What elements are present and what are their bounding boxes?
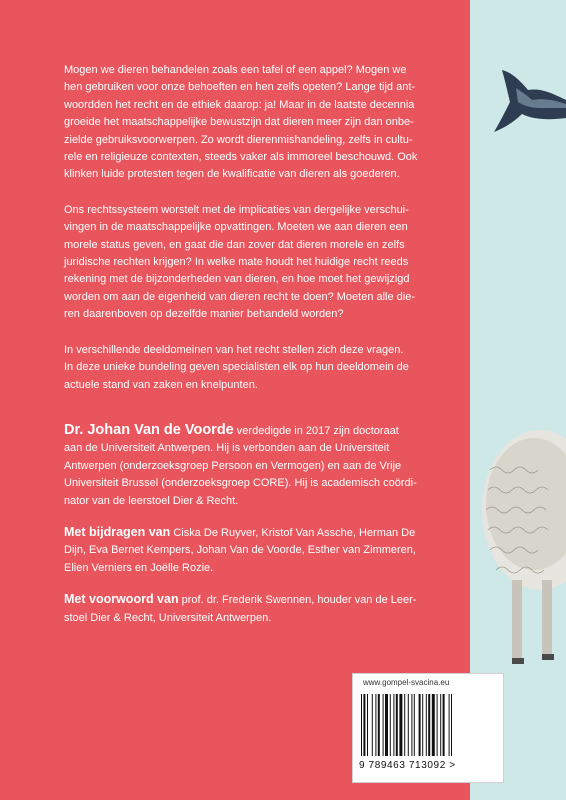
barcode-bar — [361, 694, 362, 756]
barcode-bar — [437, 694, 438, 756]
contributors-label: Met bijdragen van — [64, 524, 171, 539]
barcode-bar — [443, 694, 445, 756]
author-bio: Dr. Johan Van de Voorde verdedigde in 2017 zijn doctoraat aan de Universiteit Antwerpen. Hij is verbonden aan de Universiteit Antwerpen (onderzoeksgroep Persoon en Vermogen) en aan de Vrije Universiteit Brussel (onderzoeksgroep CORE). Hij is academisch coördi- nator van de leerstoel Dier & Recht. — [64, 421, 417, 507]
barcode-bar — [449, 694, 450, 756]
barcode-bar — [367, 694, 368, 756]
barcode-bar — [428, 694, 430, 756]
barcode-bar — [363, 694, 365, 756]
legal-system-paragraph: Ons rechtssysteem worstelt met de implicaties van dergelijke verschui- vingen in de maatschappelijke opvattingen. Moeten we aan dieren een morele status geven, en gaat die dan zover dat dieren morele en zelfs juridische rechten krijgen? In welke mate houdt het huidige recht reeds rekening met de bijzonderheden van dieren, en hoe moet het gewijzigd worden om aan de eigenheid van dieren recht te doen? Moeten alle die- ren daarenboven op dezelfde manier behandeld worden? — [64, 203, 416, 321]
barcode-bar — [385, 694, 388, 756]
barcode-bar — [383, 694, 384, 756]
barcode-bar — [411, 694, 412, 756]
intro-paragraph: Mogen we dieren behandelen zoals een tafel of een appel? Mogen we hen gebruiken voor onze behoeften en hen zelfs opeten? Lange tijd ant- woordden het recht en de ethiek daarop: ja! Maar in de laatste decennia groeide het maatschappelijke bewustzijn dat dieren meer zijn dan onbe- zielde gebruiksvoorwerpen. Zo wordt dierenmishandeling, zelfs in cultu- rele en religieuze contexten, steeds vaker als immoreel beschouwd. Ook klinken luide protesten tegen de kwalificatie van dieren als goederen. — [64, 64, 418, 181]
back-cover-text — [64, 62, 456, 641]
barcode-bar — [414, 694, 415, 756]
foreword-label: Met voorwoord van — [64, 592, 179, 607]
barcode-icon — [361, 694, 489, 756]
barcode-bar — [426, 694, 427, 756]
sheep-illustration-icon — [470, 400, 566, 690]
collection-paragraph: In verschillende deeldomeinen van het recht stellen zich deze vragen. In deze unieke bundeling geven specialisten elk op hun deeldomein de actuele stand van zaken en knelpunten. — [64, 343, 409, 391]
barcode-bar — [378, 694, 380, 756]
barcode-bar — [432, 694, 435, 756]
foreword-section: Met voorwoord van prof. dr. Frederik Swennen, houder van de Leer- stoel Dier & Recht, Universiteit Antwerpen. — [64, 592, 417, 624]
barcode-label — [352, 673, 504, 783]
barcode-bar — [451, 694, 452, 756]
barcode-bar — [396, 694, 398, 756]
contributors-section: Met bijdragen van Ciska De Ruyver, Kristof Van Assche, Herman De Dijn, Eva Bernet Kempers, Johan Van de Voorde, Esther van Zimmeren, Elien Verniers en Joëlle Rozie. — [64, 524, 416, 574]
barcode-bar — [404, 694, 405, 756]
barcode-bar — [419, 694, 421, 756]
barcode-bar — [375, 694, 376, 756]
author-name: Dr. Johan Van de Voorde — [64, 421, 234, 438]
barcode-bar — [408, 694, 409, 756]
fish-tail-icon — [470, 30, 566, 180]
barcode-bar — [393, 694, 394, 756]
publisher-website: www.gompel-svacina.eu — [363, 678, 450, 687]
barcode-bar — [390, 694, 391, 756]
barcode-bar — [422, 694, 423, 756]
barcode-bar — [399, 694, 402, 756]
isbn-number: 9 789463 713092 > — [359, 760, 456, 771]
barcode-bar — [372, 694, 373, 756]
barcode-bar — [440, 694, 441, 756]
